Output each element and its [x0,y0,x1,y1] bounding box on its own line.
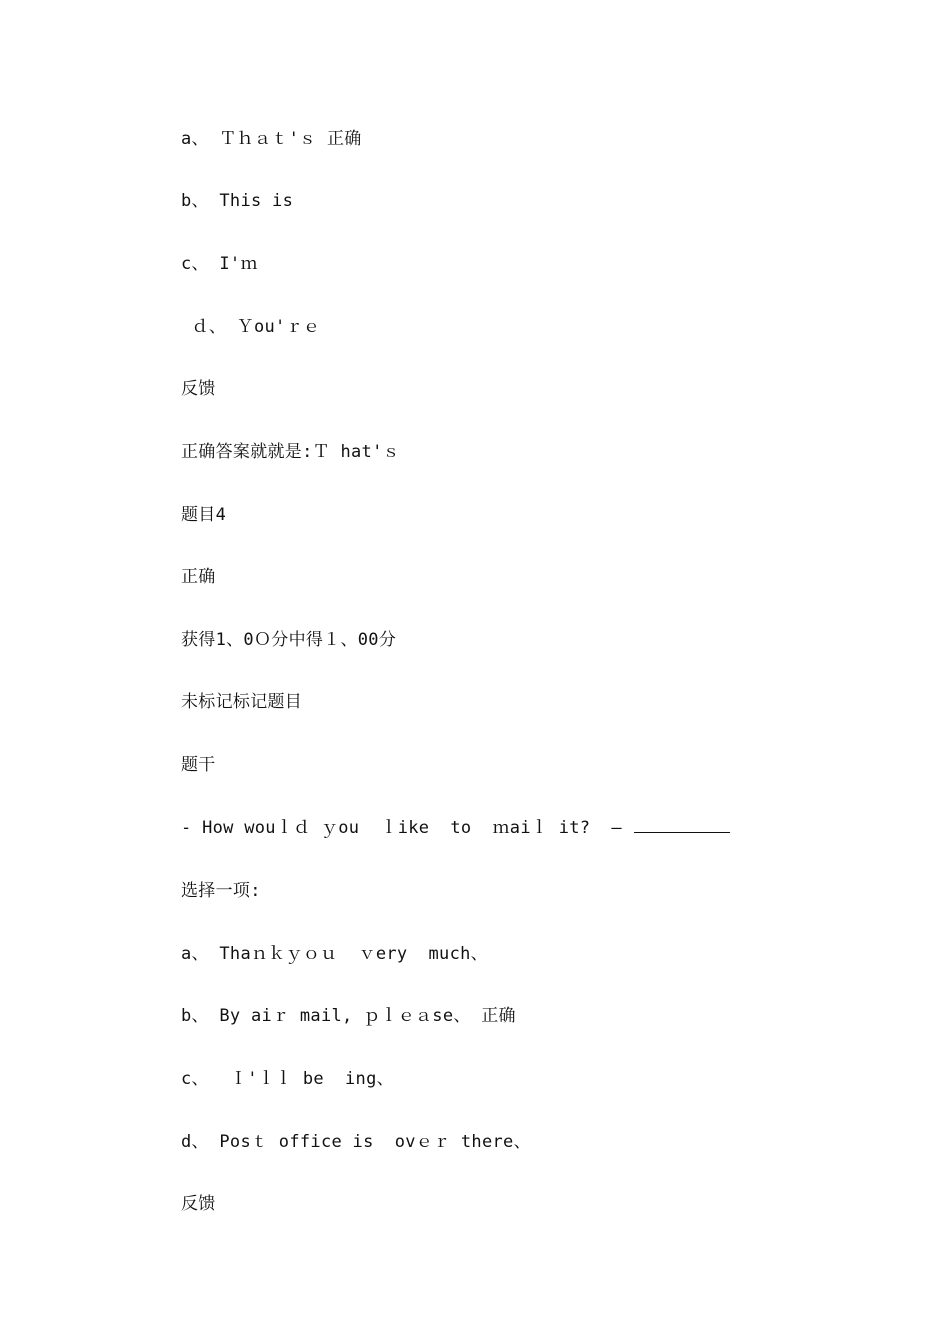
q3-correct-answer: 正确答案就就是:Ｔ hat'ｓ [181,442,400,462]
q4-status: 正确 [181,567,216,587]
q4-option-d: d、 Posｔ office is ovｅｒ there、 [181,1132,531,1152]
q3-option-d: ｄ、 Ｙou'ｒｅ [181,317,321,337]
answer-blank [634,818,730,833]
q3-option-b: b、 This is [181,191,294,211]
q4-score: 获得1、0Ｏ分中得１、00分 [181,630,397,650]
q4-option-c: c、 Ｉ'ｌｌ be ing、 [181,1069,394,1089]
q4-option-a: a、 Thaｎｋｙｏｕ ｖery much、 [181,944,488,964]
q3-feedback-label: 反馈 [181,379,216,399]
q4-feedback-label: 反馈 [181,1194,216,1214]
q4-flag-question: 未标记标记题目 [181,692,303,712]
q4-title: 题目4 [181,505,227,525]
q3-option-c: c、 I'ｍ [181,254,258,274]
q4-stem-text: - How wouｌｄ ｙou ｌike to ｍaiｌ it? — [181,818,622,838]
q4-stem-label: 题干 [181,755,216,775]
q4-option-b: b、 By aiｒ mail, ｐｌｅａse、 正确 [181,1006,516,1026]
q3-option-a: a、 Ｔｈａｔ'ｓ 正确 [181,129,362,149]
q4-choose-prompt: 选择一项: [181,881,261,901]
q4-stem [181,817,730,839]
